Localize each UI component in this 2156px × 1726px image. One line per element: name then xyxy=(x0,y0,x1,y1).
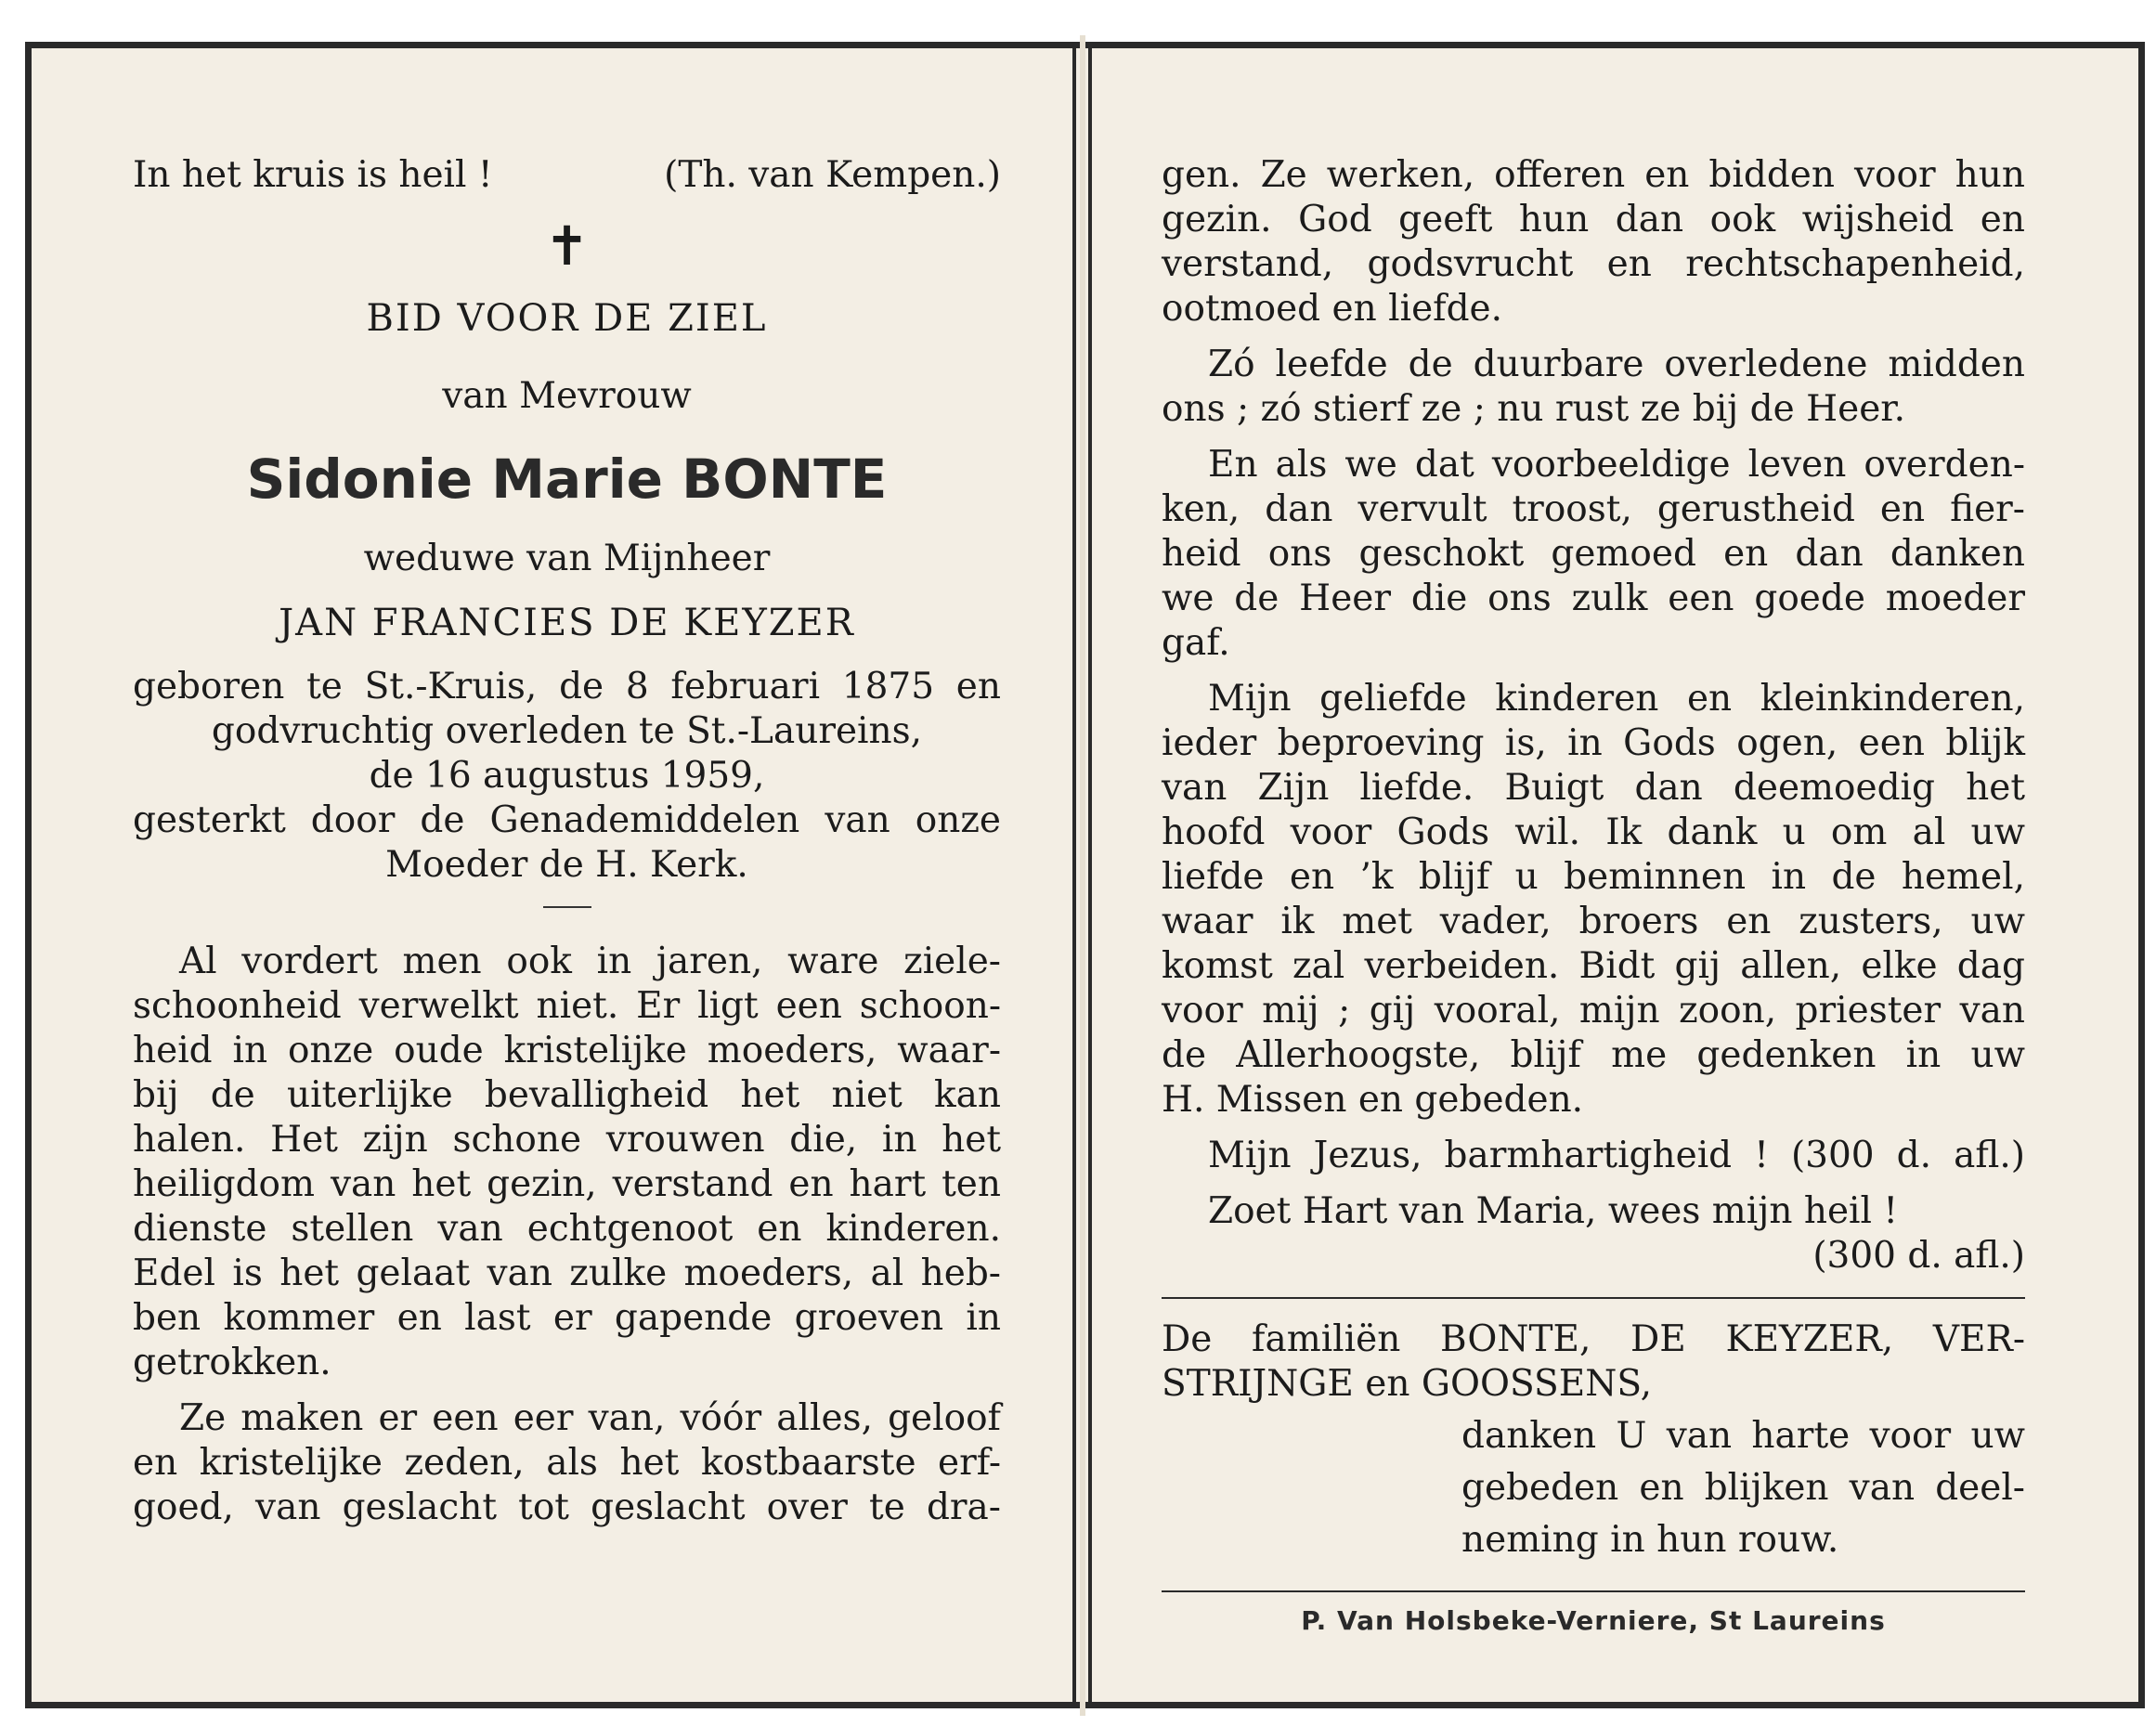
bid-voor-de-ziel-heading: BID VOOR DE ZIEL xyxy=(366,297,768,340)
info-line: Moeder de H. Kerk. xyxy=(385,844,748,886)
text-line: halen. Het zijn schone vrouwen die, in het xyxy=(133,1119,1001,1161)
text-line: komst zal verbeiden. Bidt gij allen, elke dag xyxy=(1162,945,2025,987)
indulgence: (300 d. afl.) xyxy=(1812,1235,2025,1277)
text-line: ben kommer en last er gapende groeven in xyxy=(133,1297,1001,1339)
info-line: geboren te St.-Kruis, de 8 februari 1875 en xyxy=(133,666,1001,707)
text-line: ootmoed en liefde. xyxy=(1162,288,1503,330)
husband-name: JAN FRANCIES DE KEYZER xyxy=(279,602,855,644)
info-line: de 16 augustus 1959, xyxy=(369,755,765,797)
paragraph-4 xyxy=(1162,343,2025,432)
text-line: heid ons geschokt gemoed en dan danken xyxy=(1162,533,2025,575)
widow-of: weduwe van Mijnheer xyxy=(363,538,771,579)
left-panel xyxy=(133,153,1001,1530)
text-line: dienste stellen van echtgenoot en kinderen. xyxy=(133,1208,1001,1250)
paragraph-2 xyxy=(133,1396,1001,1530)
paragraph-6 xyxy=(1162,677,2025,1123)
text-line: ieder beproeving is, in Gods ogen, een blijk xyxy=(1162,722,2025,764)
text-line: waar ik met vader, broers en zusters, uw xyxy=(1162,901,2025,942)
text-line: De familiën BONTE, DE KEYZER, VER- xyxy=(1162,1318,2025,1360)
text-line: liefde en ’k blijf u beminnen in de hemel, xyxy=(1162,856,2025,898)
right-panel-border xyxy=(1088,42,1092,1708)
text-line: H. Missen en gebeden. xyxy=(1162,1079,1584,1121)
text-line: schoonheid verwelkt niet. Er ligt een schoon- xyxy=(133,985,1001,1027)
text-line: heiligdom van het gezin, verstand en hart ten xyxy=(133,1163,1001,1205)
text-line: gebeden en blijken van deel- xyxy=(1461,1467,2025,1509)
text-line: we de Heer die ons zulk een goede moeder xyxy=(1162,577,2025,619)
text-line: getrokken. xyxy=(133,1342,331,1383)
prayer-line: Zoet Hart van Maria, wees mijn heil ! xyxy=(1208,1190,1899,1232)
text-line: Ze maken er een eer van, vóór alles, geloof xyxy=(179,1397,1001,1439)
divider-line xyxy=(1162,1297,2025,1299)
motto-source: (Th. van Kempen.) xyxy=(664,154,1001,196)
text-line: STRIJNGE en GOOSSENS, xyxy=(1162,1363,1653,1405)
text-line: neming in hun rouw. xyxy=(1461,1519,1839,1561)
info-line: gesterkt door de Genademiddelen van onze xyxy=(133,799,1001,841)
paragraph-5 xyxy=(1162,443,2025,666)
info-line: godvruchtig overleden te St.-Laureins, xyxy=(211,710,923,752)
text-line: verstand, godsvrucht en rechtschapenheid, xyxy=(1162,243,2025,285)
text-line: hoofd voor Gods wil. Ik dank u om al uw xyxy=(1162,811,2025,853)
birth-death-info xyxy=(133,665,1001,888)
text-line: en kristelijke zeden, als het kostbaarste erf- xyxy=(133,1442,1001,1484)
paragraph-1 xyxy=(133,940,1001,1385)
right-panel xyxy=(1162,153,2025,1636)
van-mevrouw: van Mevrouw xyxy=(442,375,692,417)
text-line: danken U van harte voor uw xyxy=(1461,1415,2025,1457)
left-panel-border xyxy=(1072,42,1076,1708)
text-line: gezin. God geeft hun dan ook wijsheid en xyxy=(1162,199,2025,240)
motto-row xyxy=(133,153,1001,198)
motto: In het kruis is heil ! xyxy=(133,154,493,196)
prayer-line: Mijn Jezus, barmhartigheid ! (300 d. afl.) xyxy=(1208,1135,2025,1176)
text-line: Edel is het gelaat van zulke moeders, al heb- xyxy=(133,1252,1001,1294)
text-line: Zó leefde de duurbare overledene midden xyxy=(1208,344,2025,385)
separator-dash xyxy=(543,906,591,908)
text-line: van Zijn liefde. Buigt dan deemoedig het xyxy=(1162,767,2025,809)
text-line: goed, van geslacht tot geslacht over te dra- xyxy=(133,1486,1001,1528)
text-line: ons ; zó stierf ze ; nu rust ze bij de Heer. xyxy=(1162,388,1906,430)
text-line: Mijn geliefde kinderen en kleinkinderen, xyxy=(1208,678,2025,720)
text-line: gaf. xyxy=(1162,622,1230,664)
text-line: ken, dan vervult troost, gerustheid en fier- xyxy=(1162,488,2025,530)
divider-line xyxy=(1162,1590,2025,1592)
text-line: voor mij ; gij vooral, mijn zoon, priester van xyxy=(1162,990,2025,1032)
text-line: En als we dat voorbeeldige leven overden- xyxy=(1208,444,2025,486)
deceased-name: Sidonie Marie BONTE xyxy=(246,448,888,511)
printer-credit: P. Van Holsbeke-Verniere, St Laureins xyxy=(1301,1605,1886,1636)
text-line: bij de uiterlijke bevalligheid het niet kan xyxy=(133,1074,1001,1116)
text-line: heid in onze oude kristelijke moeders, waar- xyxy=(133,1030,1001,1071)
thanks-block xyxy=(1162,1414,2025,1563)
paragraph-3 xyxy=(1162,153,2025,331)
text-line: de Allerhoogste, blijf me gedenken in uw xyxy=(1162,1034,2025,1076)
card-fold xyxy=(1080,35,1085,1716)
text-line: Al vordert men ook in jaren, ware ziele- xyxy=(179,941,1001,982)
text-line: gen. Ze werken, offeren en bidden voor hun xyxy=(1162,154,2025,196)
cross-icon: ✝ xyxy=(544,214,590,278)
families-block xyxy=(1162,1317,2025,1407)
